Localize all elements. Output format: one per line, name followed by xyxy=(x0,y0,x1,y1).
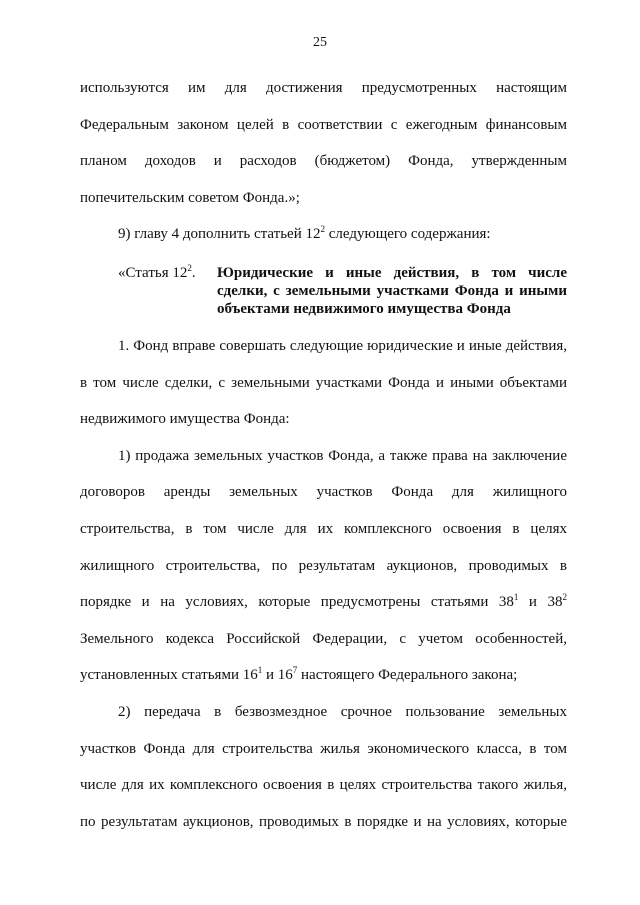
text-line: участков Фонда для строительства жилья экономического класса, в том xyxy=(80,740,567,757)
subitem-2 xyxy=(80,694,567,840)
text-line: установленных статьями $16^1$ и $16^7$ настоящего Федерального закона; xyxy=(80,665,518,684)
text-line: планом доходов и расходов (бюджетом) Фонда, утвержденным xyxy=(80,153,567,170)
text-line: используются им для достижения предусмотренных настоящим xyxy=(80,80,567,96)
article-heading xyxy=(80,253,567,328)
text-line: жилищного строительства, по результатам аукционов, проводимых в xyxy=(80,557,567,574)
text-line: по результатам аукционов, проводимых в порядке и на условиях, которые xyxy=(80,813,567,830)
text-line: строительства, в том числе для их комплексного освоения в целях xyxy=(80,520,567,537)
item-9: 9) главу 4 дополнить статьей $12^2$ следующего содержания: xyxy=(118,224,491,243)
text-line: 1) продажа земельных участков Фонда, а также права на заключение xyxy=(118,447,567,464)
text-line: порядке и на условиях, которые предусмотрены статьями $38^1$ и $38^2$ xyxy=(80,592,567,611)
text-line: числе для их комплексного освоения в целях строительства такого жилья, xyxy=(80,777,567,794)
text-line: 2) передача в безвозмездное срочное пользование земельных xyxy=(118,703,567,720)
text-line: попечительским советом Фонда.»; xyxy=(80,189,300,206)
paragraph-continuation xyxy=(80,70,567,216)
document-body xyxy=(80,70,567,840)
text-line: 1. Фонд вправе совершать следующие юридические и иные действия, xyxy=(118,337,567,354)
subitem-1 xyxy=(80,438,567,694)
article-title: Юридические и иные действия, в том числе сделки, с земельными участками Фонда и иными объектами недвижимого имущества Фонда xyxy=(217,264,567,317)
text-line: недвижимого имущества Фонда: xyxy=(80,411,290,428)
text-line: в том числе сделки, с земельными участками Фонда и иными объектами xyxy=(80,374,567,391)
article-label: «Статья $12^2$. xyxy=(118,262,196,281)
page-number: 25 xyxy=(313,35,327,50)
text-line: Земельного кодекса Российской Федерации, с учетом особенностей, xyxy=(80,630,567,647)
paragraph-1 xyxy=(80,328,567,438)
text-line: Федеральным законом целей в соответствии с ежегодным финансовым xyxy=(80,116,567,133)
text-line: договоров аренды земельных участков Фонда для жилищного xyxy=(80,484,567,501)
